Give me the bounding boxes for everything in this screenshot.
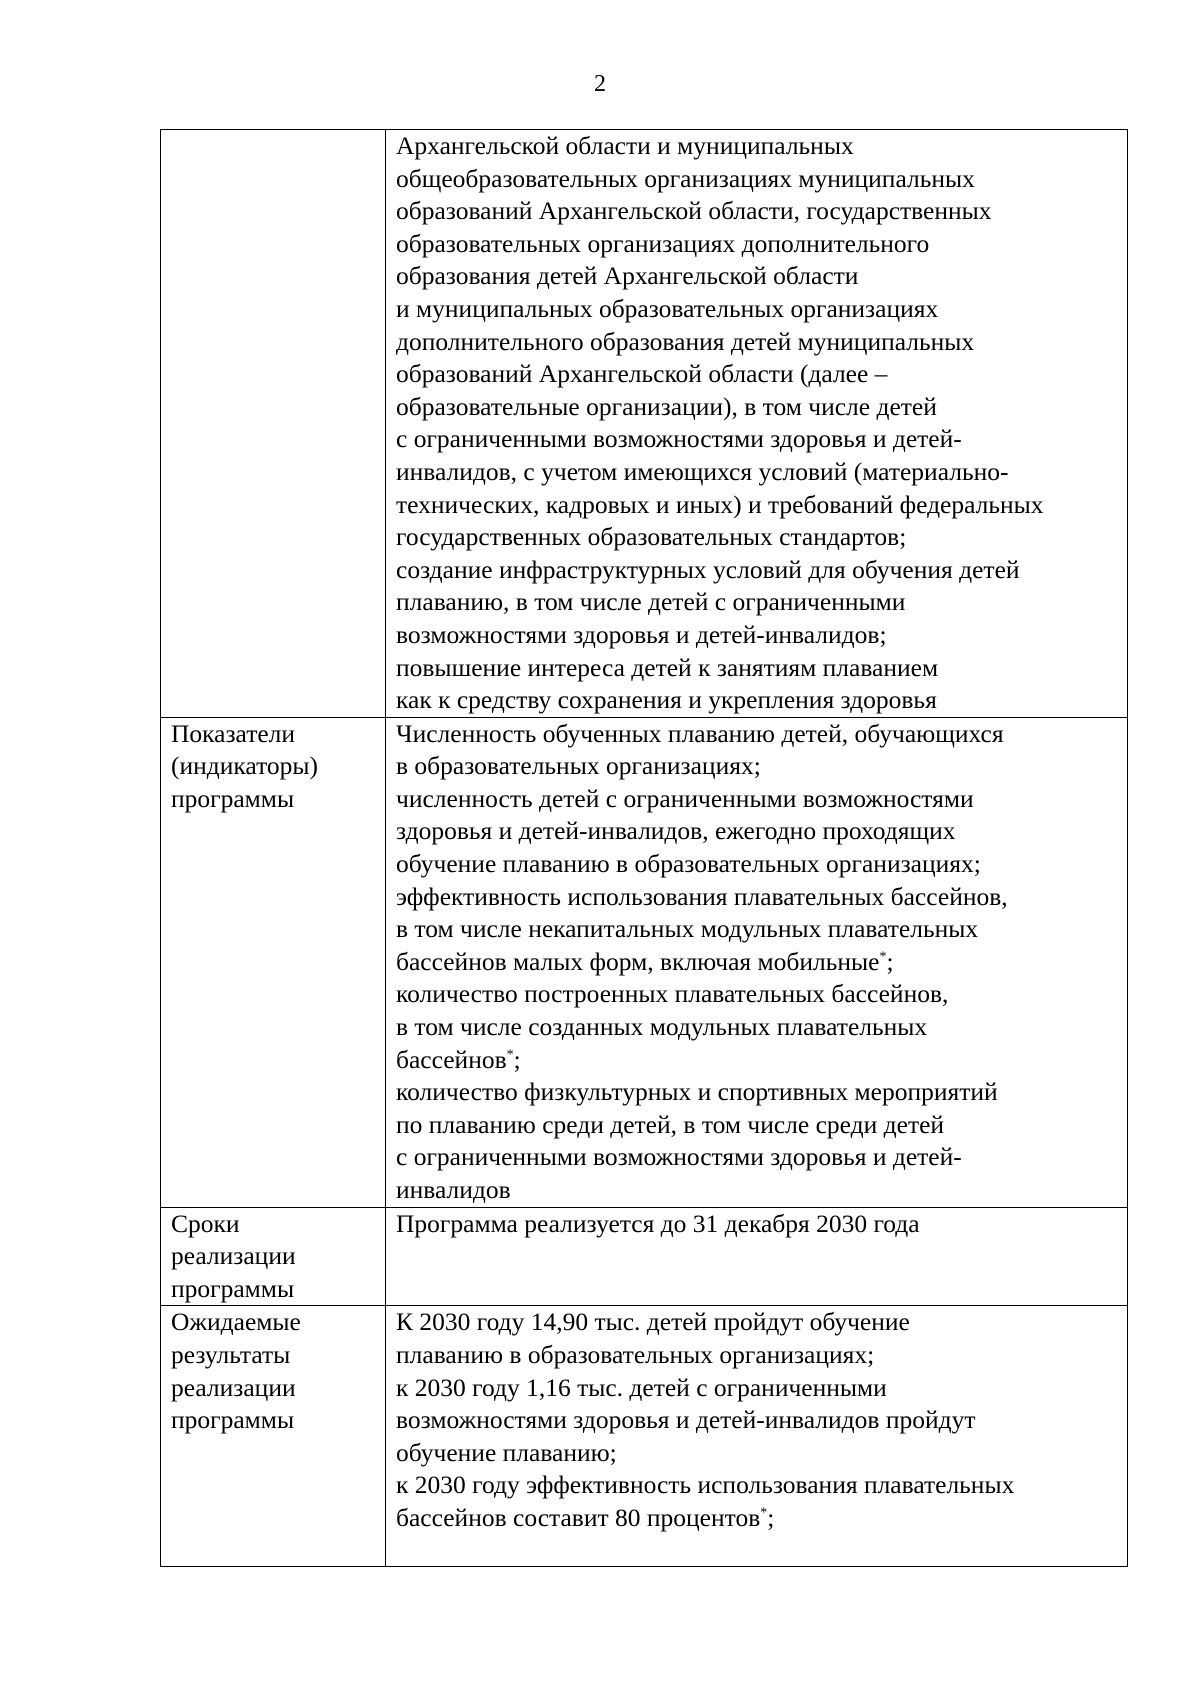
text-line: к 2030 году 1,16 тыс. детей с ограниченными xyxy=(396,1372,887,1402)
footnote-mark: * xyxy=(760,1505,768,1521)
text-line: общеобразовательных организациях муниципальных xyxy=(396,163,975,193)
row-content xyxy=(386,130,1128,718)
label-line: программы xyxy=(171,783,295,813)
line-punctuation: ; xyxy=(513,1044,521,1074)
table-row xyxy=(161,717,1128,1207)
page-number: 2 xyxy=(594,71,606,97)
text-line: образовательных организациях дополнительного xyxy=(396,228,930,258)
label-line: реализации xyxy=(171,1241,296,1271)
text-line: Архангельской области и муниципальных xyxy=(396,131,854,160)
table-row xyxy=(161,130,1128,718)
text-line: с ограниченными возможностями здоровья и детей- xyxy=(396,424,962,454)
label-line: реализации xyxy=(171,1372,296,1402)
text-line: здоровья и детей-инвалидов, ежегодно проходящих xyxy=(396,816,956,846)
text-line: обучение плаванию в образовательных организациях; xyxy=(396,849,981,879)
text-line: образовательные организации), в том числе детей xyxy=(396,391,937,421)
text-line: эффективность использования плавательных бассейнов, xyxy=(396,881,1008,911)
text-line: количество физкультурных и спортивных мероприятий xyxy=(396,1077,998,1107)
text-line: государственных образовательных стандартов; xyxy=(396,522,907,552)
text-line: плаванию, в том числе детей с ограниченными xyxy=(396,587,906,617)
text-line: количество построенных плавательных бассейнов, xyxy=(396,979,949,1009)
text-line: в том числе созданных модульных плавательных xyxy=(396,1012,928,1042)
row-content xyxy=(386,1306,1128,1567)
text-line: обучение плаванию; xyxy=(396,1437,617,1467)
label-line: программы xyxy=(171,1273,295,1303)
text-line: повышение интереса детей к занятиям плаванием xyxy=(396,652,939,682)
text-line: как к средству сохранения и укрепления здоровья xyxy=(396,685,937,715)
text-line: инвалидов xyxy=(396,1175,511,1204)
table-row xyxy=(161,1306,1128,1567)
text-line: и муниципальных образовательных организациях xyxy=(396,293,939,323)
program-passport-table xyxy=(160,129,1128,1567)
label-line: Показатели xyxy=(171,718,296,748)
line-text: бассейнов xyxy=(396,1044,507,1074)
text-line: К 2030 году 14,90 тыс. детей пройдут обучение xyxy=(396,1307,910,1337)
label-line: Ожидаемые xyxy=(171,1307,301,1337)
text-line: возможностями здоровья и детей-инвалидов пройдут xyxy=(396,1405,976,1435)
row-label xyxy=(161,1207,386,1306)
text-line: численность детей с ограниченными возможностями xyxy=(396,783,974,813)
line-text: бассейнов малых форм, включая мобильные xyxy=(396,946,880,976)
text-line: Численность обученных плаванию детей, обучающихся xyxy=(396,718,1004,748)
footnote-mark: * xyxy=(879,949,887,965)
text-line: образований Архангельской области, государственных xyxy=(396,196,992,226)
text-line: инвалидов, с учетом имеющихся условий (материально- xyxy=(396,456,1009,486)
row-label xyxy=(161,717,386,1207)
text-line xyxy=(396,1502,1119,1535)
text-line: образования детей Архангельской области xyxy=(396,261,859,291)
table-row xyxy=(161,1207,1128,1306)
text-line: по плаванию среди детей, в том числе среди детей xyxy=(396,1109,945,1139)
text-line: с ограниченными возможностями здоровья и детей- xyxy=(396,1142,962,1172)
row-content xyxy=(386,1207,1128,1306)
text-line: в образовательных организациях; xyxy=(396,751,761,781)
label-line: (индикаторы) xyxy=(171,751,318,781)
label-line: программы xyxy=(171,1405,295,1435)
label-line: Сроки xyxy=(171,1208,240,1238)
text-line: создание инфраструктурных условий для обучения детей xyxy=(396,554,1020,584)
text-line: плаванию в образовательных организациях; xyxy=(396,1340,875,1370)
text-line: возможностями здоровья и детей-инвалидов; xyxy=(396,619,887,649)
text-line xyxy=(396,946,1119,979)
line-punctuation: ; xyxy=(886,946,894,976)
text-line: образований Архангельской области (далее – xyxy=(396,359,888,389)
text-line: технических, кадровых и иных) и требований федеральных xyxy=(396,489,1044,519)
row-content xyxy=(386,717,1128,1207)
row-label xyxy=(161,130,386,718)
line-punctuation: ; xyxy=(767,1503,775,1533)
footnote-mark: * xyxy=(506,1047,514,1063)
row-label xyxy=(161,1306,386,1567)
text-line xyxy=(396,1044,1119,1077)
label-line: результаты xyxy=(171,1340,291,1370)
text-line: Программа реализуется до 31 декабря 2030 года xyxy=(396,1208,920,1238)
text-line: к 2030 году эффективность использования плавательных xyxy=(396,1470,1015,1500)
line-text: бассейнов составит 80 процентов xyxy=(396,1503,761,1533)
text-line: в том числе некапитальных модульных плавательных xyxy=(396,914,979,944)
text-line: дополнительного образования детей муниципальных xyxy=(396,326,975,356)
